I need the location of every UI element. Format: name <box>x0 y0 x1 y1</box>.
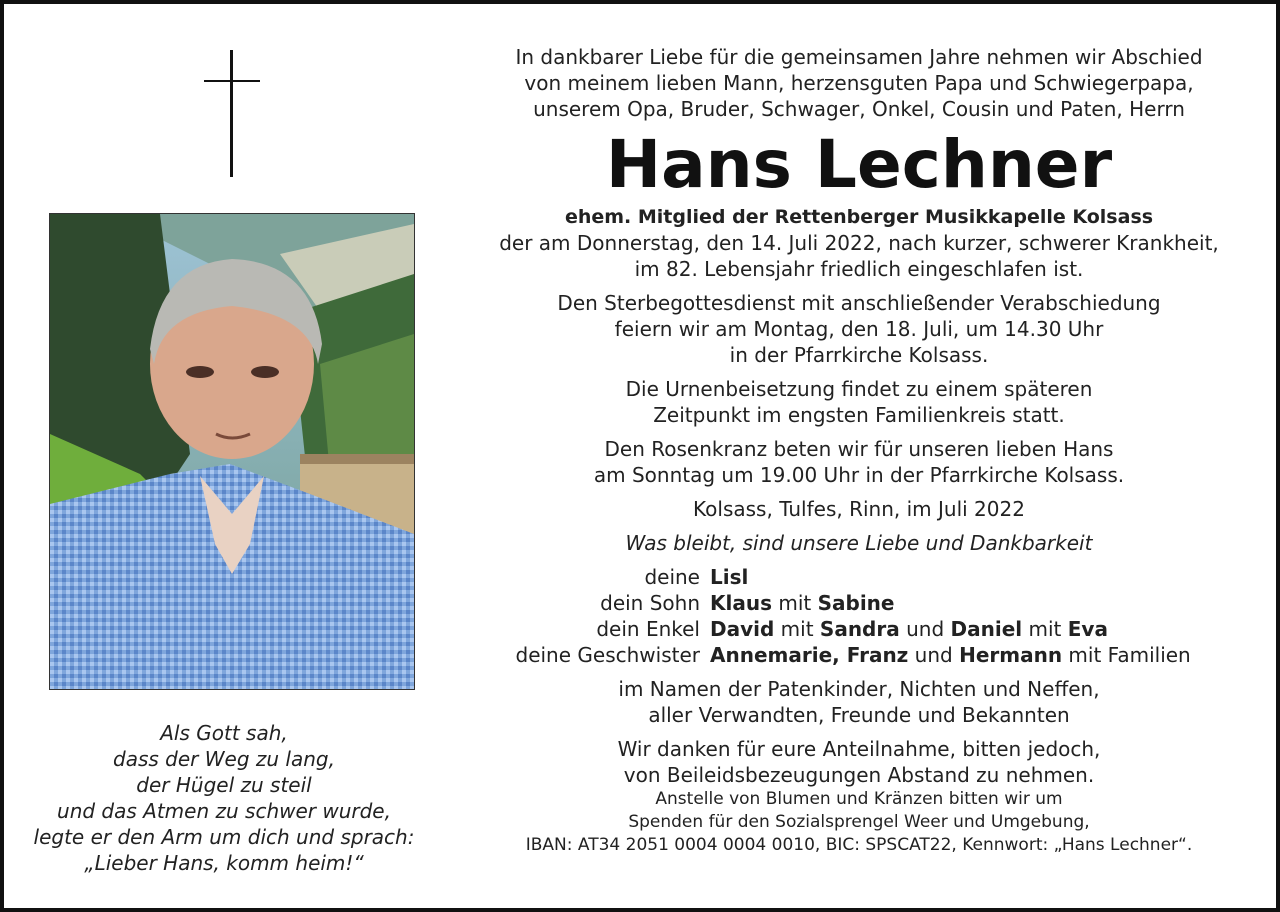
mourner-name-part: mit <box>774 617 820 641</box>
funeral-line: Den Sterbegottesdienst mit anschließender Verabschiedung <box>557 291 1161 315</box>
notice-text <box>474 44 1244 857</box>
mourner-name-part: David <box>710 617 775 641</box>
mourner-name-part: Lisl <box>710 565 749 589</box>
mourner-name-part: und <box>899 617 951 641</box>
mourner-name-part: Sabine <box>817 591 895 615</box>
intro-line: In dankbarer Liebe für die gemeinsamen Jahre nehmen wir Abschied <box>515 45 1203 69</box>
mourner-names <box>710 616 1244 642</box>
mourner-row <box>474 564 1244 590</box>
mourner-names <box>710 642 1244 668</box>
mourner-role: deine Geschwister <box>515 643 700 667</box>
mourner-name-part: mit <box>1022 617 1068 641</box>
urn-line: Die Urnenbeisetzung findet zu einem späteren <box>625 377 1093 401</box>
relatives-line: im Namen der Patenkinder, Nichten und Neffen, <box>618 677 1100 701</box>
deceased-subtitle: ehem. Mitglied der Rettenberger Musikkapelle Kolsass <box>564 206 1154 228</box>
mourner-role: deine <box>644 565 700 589</box>
mourner-names <box>710 564 1244 590</box>
thanks-line: von Beileidsbezeugungen Abstand zu nehmen. <box>623 763 1095 787</box>
mourner-name-part: Annemarie, Franz <box>710 643 909 667</box>
mourner-row <box>474 642 1244 668</box>
mourner-name-part: Eva <box>1067 617 1108 641</box>
rosary-line: am Sonntag um 19.00 Uhr in der Pfarrkirche Kolsass. <box>593 463 1125 487</box>
portrait-illustration <box>50 214 414 689</box>
mourner-name-part: Daniel <box>950 617 1023 641</box>
urn-line: Zeitpunkt im engsten Familienkreis statt. <box>653 403 1065 427</box>
portrait-photo <box>49 213 415 690</box>
rosary-line: Den Rosenkranz beten wir für unseren lieben Hans <box>604 437 1114 461</box>
donation-line: Anstelle von Blumen und Kränzen bitten wir um <box>655 789 1063 809</box>
memorial-quote: Was bleibt, sind unsere Liebe und Dankbarkeit <box>625 531 1093 555</box>
mourner-row <box>474 616 1244 642</box>
mourner-role: dein Enkel <box>596 617 700 641</box>
mourner-name-part: und <box>908 643 960 667</box>
thanks-line: Wir danken für eure Anteilnahme, bitten jedoch, <box>617 737 1101 761</box>
poem-line: „Lieber Hans, komm heim!“ <box>84 851 364 875</box>
intro-line: von meinem lieben Mann, herzensguten Papa und Schwiegerpapa, <box>524 71 1194 95</box>
mourner-names <box>710 590 1244 616</box>
poem-line: der Hügel zu steil <box>136 773 312 797</box>
donation-line: Spenden für den Sozialsprengel Weer und Umgebung, <box>628 812 1090 832</box>
place-date: Kolsass, Tulfes, Rinn, im Juli 2022 <box>693 497 1025 521</box>
poem-line: Als Gott sah, <box>160 721 288 745</box>
mourner-role: dein Sohn <box>600 591 700 615</box>
death-line: im 82. Lebensjahr friedlich eingeschlafen ist. <box>634 257 1084 281</box>
mourner-name-part: Sandra <box>819 617 900 641</box>
mourner-name-part: mit Familien <box>1062 643 1191 667</box>
intro-line: unserem Opa, Bruder, Schwager, Onkel, Cousin und Paten, Herrn <box>533 97 1185 121</box>
mourner-name-part: mit <box>772 591 818 615</box>
mourner-name-part: Hermann <box>959 643 1063 667</box>
poem-line: dass der Weg zu lang, <box>113 747 335 771</box>
mourner-row <box>474 590 1244 616</box>
mourners-list <box>474 564 1244 668</box>
funeral-line: in der Pfarrkirche Kolsass. <box>729 343 989 367</box>
death-line: der am Donnerstag, den 14. Juli 2022, nach kurzer, schwerer Krankheit, <box>499 231 1219 255</box>
funeral-line: feiern wir am Montag, den 18. Juli, um 14.30 Uhr <box>614 317 1104 341</box>
poem-line: legte er den Arm um dich und sprach: <box>33 825 415 849</box>
relatives-line: aller Verwandten, Freunde und Bekannten <box>648 703 1070 727</box>
mourner-name-part: Klaus <box>710 591 772 615</box>
donation-line: IBAN: AT34 2051 0004 0004 0010, BIC: SPSCAT22, Kennwort: „Hans Lechner“. <box>525 835 1193 855</box>
poem-line: und das Atmen zu schwer wurde, <box>57 799 391 823</box>
deceased-name: Hans Lechner <box>605 126 1113 203</box>
poem <box>24 720 424 876</box>
cross-icon <box>204 50 260 178</box>
